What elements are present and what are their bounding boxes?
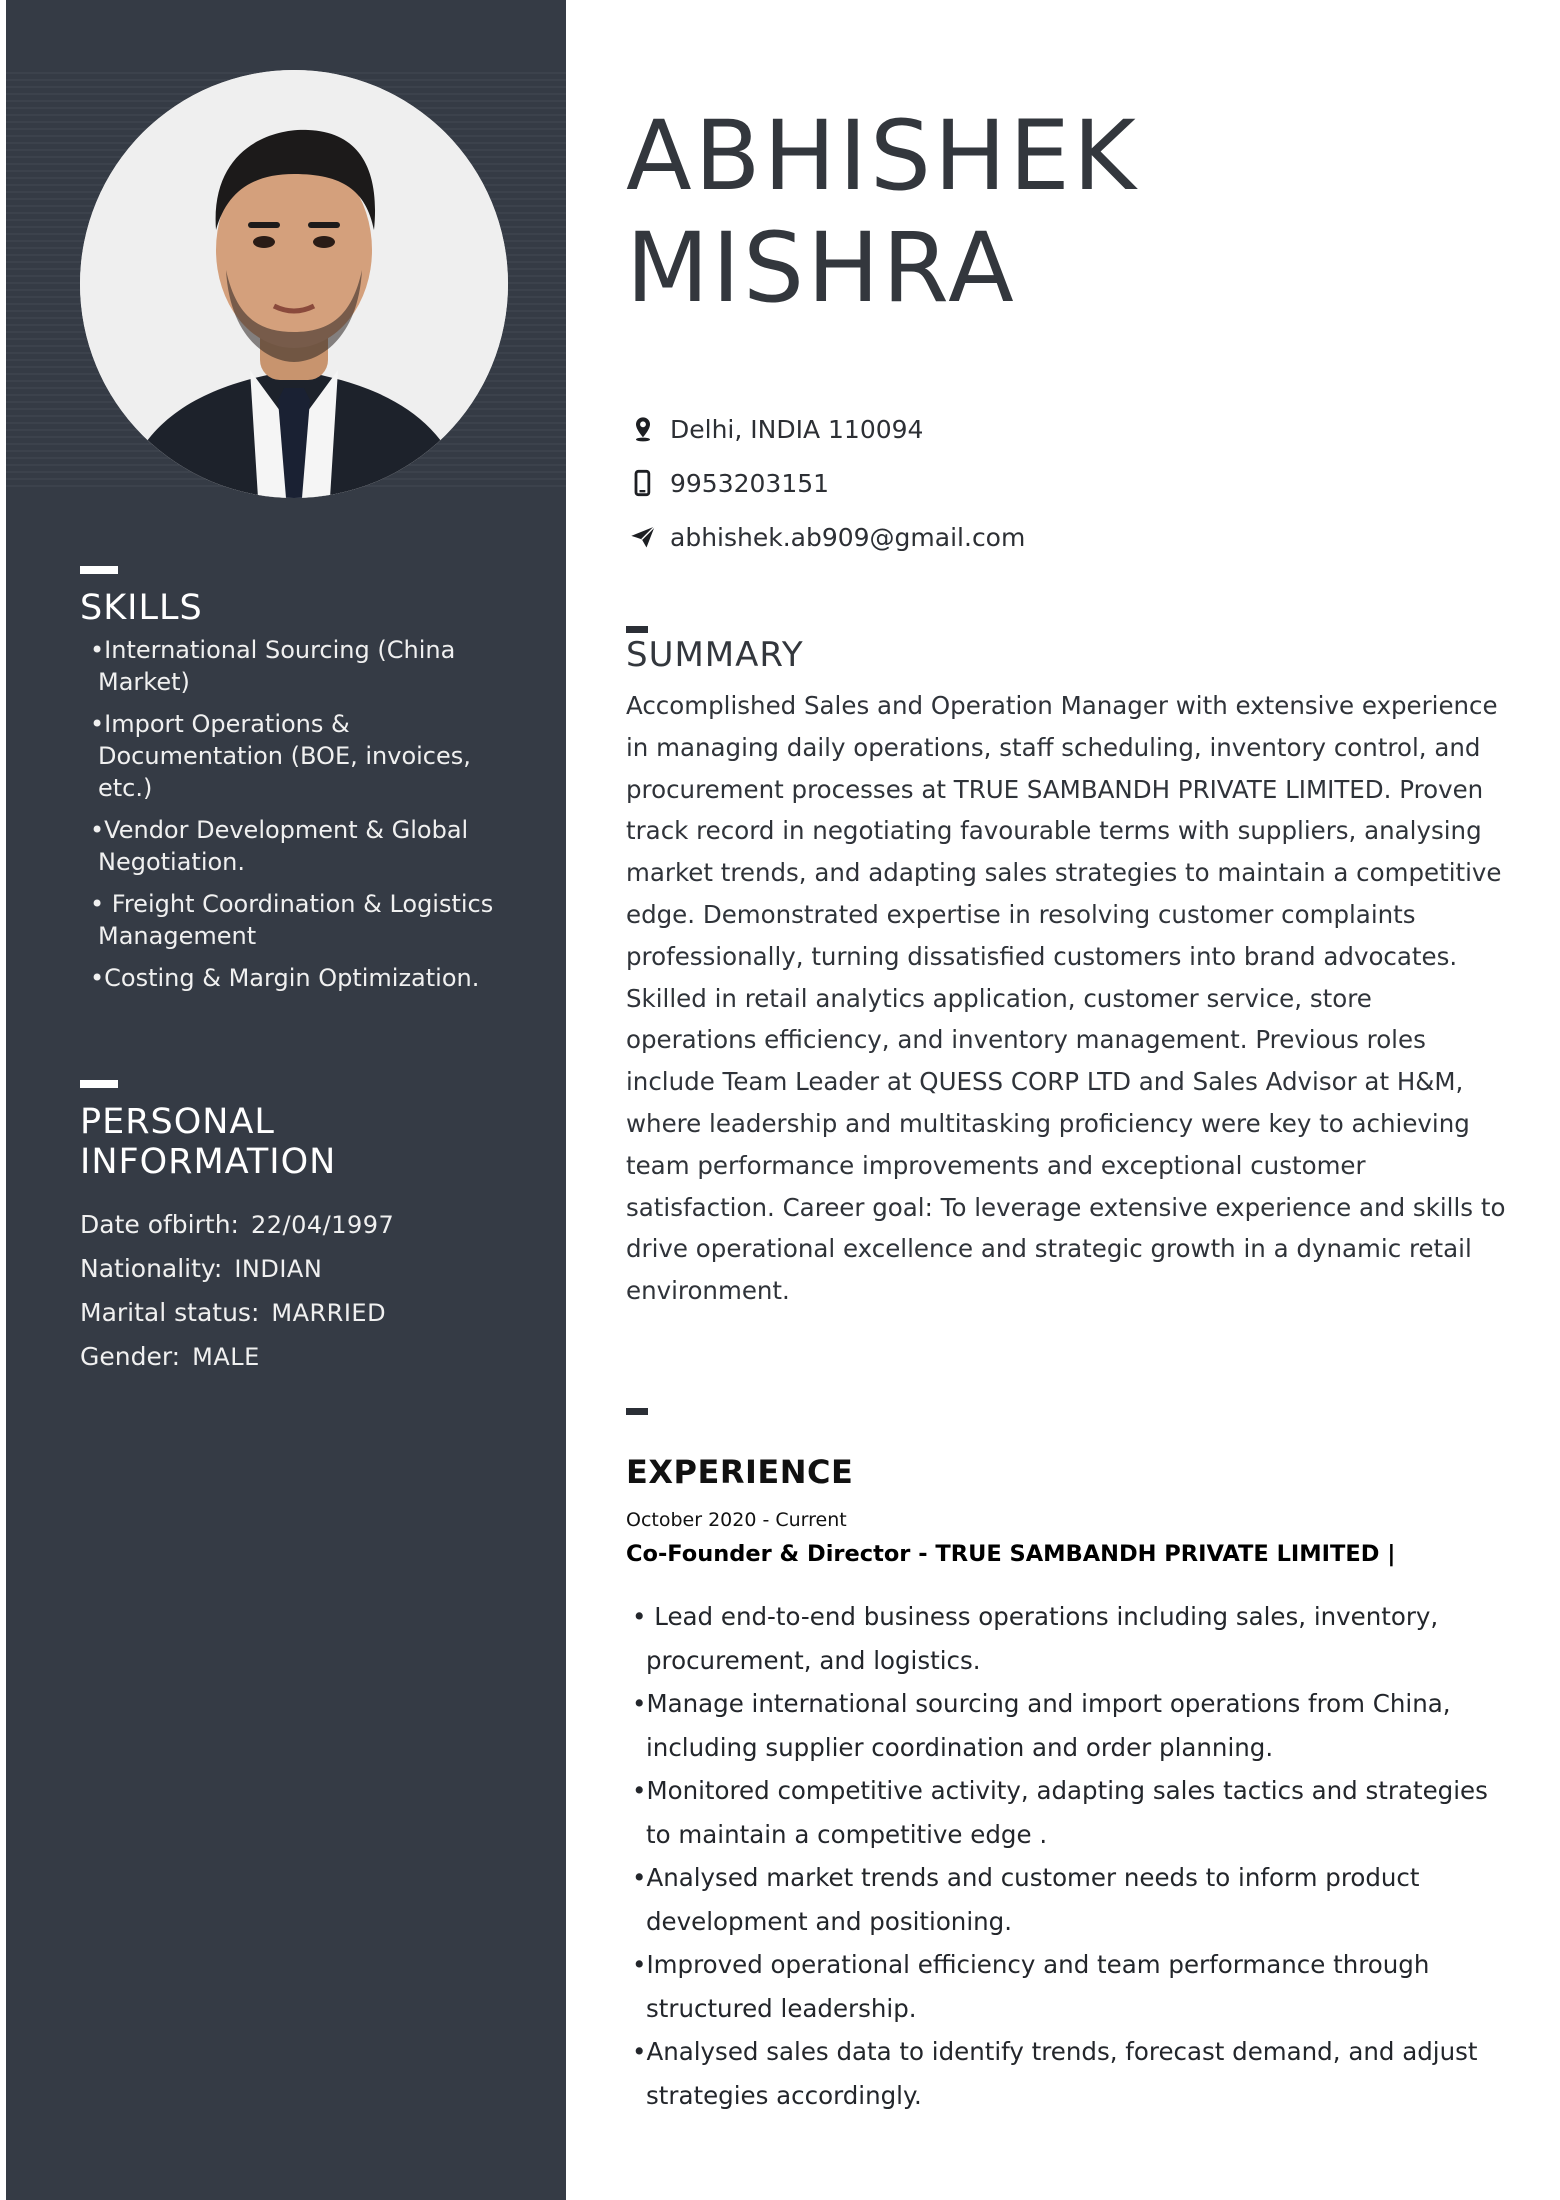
paper-plane-icon	[628, 522, 658, 552]
skill-item: •Import Operations & Documentation (BOE, invoices, etc.)	[90, 710, 471, 803]
experience-bullet: •Monitored competitive activity, adapting sales tactics and strategies to maintain a competitive edge .	[632, 1776, 1488, 1849]
experience-bullets	[626, 1595, 1516, 2117]
nationality-label: Nationality:	[80, 1253, 223, 1283]
dob-value: 22/04/1997	[250, 1210, 395, 1239]
skill-item: •Costing & Margin Optimization.	[90, 964, 480, 993]
summary-title: SUMMARY	[626, 635, 804, 675]
marital-row	[80, 1291, 510, 1335]
gender-row	[80, 1335, 510, 1379]
personal-info-title	[80, 1102, 510, 1183]
contact-block	[628, 402, 1025, 564]
experience-bullet: • Lead end-to-end business operations including sales, inventory, procurement, and logistics.	[632, 1602, 1439, 1675]
experience-role: Co-Founder & Director - TRUE SAMBANDH PRIVATE LIMITED |	[626, 1541, 1396, 1567]
summary-section	[626, 626, 1506, 1312]
experience-divider	[626, 1408, 648, 1415]
skills-divider	[80, 566, 118, 574]
main-content	[566, 0, 1560, 2200]
phone-text: 9953203151	[670, 468, 830, 498]
experience-date: October 2020 - Current	[626, 1509, 847, 1531]
location-row	[628, 402, 1025, 456]
personal-info-title-line1: PERSONAL	[80, 1102, 275, 1142]
nationality-value: INDIAN	[234, 1254, 323, 1283]
first-name: ABHISHEK	[626, 100, 1139, 212]
email-link[interactable]: abhishek.ab909@gmail.com	[670, 522, 1026, 552]
location-pin-icon	[628, 414, 658, 444]
personal-info-section	[80, 1080, 510, 1379]
gender-value: MALE	[192, 1342, 260, 1371]
dob-label: Date ofbirth:	[80, 1209, 239, 1239]
experience-section	[626, 1408, 1516, 2117]
summary-divider	[626, 626, 648, 633]
skill-item: •Vendor Development & Global Negotiation.	[90, 816, 469, 877]
personal-info-divider	[80, 1080, 118, 1088]
marital-value: MARRIED	[271, 1298, 387, 1327]
nationality-row	[80, 1247, 510, 1291]
full-name	[626, 100, 1139, 324]
skills-section	[80, 566, 510, 1004]
summary-text: Accomplished Sales and Operation Manager with extensive experience in managing daily operations, staff scheduling, inventory control, and procurement processes at TRUE SAMBANDH PRIVATE LIMITED. Proven track record in negotiating favourable terms with suppliers, analysing market trends, and adapting sales strategies to maintain a competitive edge. Demonstrated expertise in resolving customer complaints professionally, turning dissatisfied customers into brand advocates. Skilled in retail analytics application, customer service, store operations efficiency, and inventory management. Previous roles include Team Leader at QUESS CORP LTD and Sales Advisor at H&M, where leadership and multitasking proficiency were key to achieving team performance improvements and exceptional customer satisfaction. Career goal: To leverage extensive experience and skills to drive operational excellence and strategic growth in a dynamic retail environment.	[626, 691, 1506, 1306]
dob-row	[80, 1203, 510, 1247]
experience-title: EXPERIENCE	[626, 1453, 854, 1491]
personal-info-rows	[80, 1203, 510, 1379]
experience-bullet: •Improved operational efficiency and team performance through structured leadership.	[632, 1950, 1430, 2023]
sidebar	[6, 0, 566, 2200]
phone-row	[628, 456, 1025, 510]
skill-item: •International Sourcing (China Market)	[90, 636, 456, 697]
skill-item: • Freight Coordination & Logistics Management	[90, 890, 494, 951]
gender-label: Gender:	[80, 1341, 181, 1371]
experience-bullet: •Analysed market trends and customer needs to inform product development and positioning.	[632, 1863, 1420, 1936]
experience-bullet: •Analysed sales data to identify trends, forecast demand, and adjust strategies accordingly.	[632, 2037, 1478, 2110]
marital-label: Marital status:	[80, 1297, 260, 1327]
profile-photo	[80, 70, 508, 498]
experience-bullet: •Manage international sourcing and import operations from China, including supplier coordination and order planning.	[632, 1689, 1451, 1762]
email-row[interactable]	[628, 510, 1025, 564]
skills-title: SKILLS	[80, 588, 203, 628]
skills-list	[80, 634, 510, 994]
last-name: MISHRA	[626, 212, 1017, 324]
phone-icon	[628, 468, 658, 498]
personal-info-title-line2: INFORMATION	[80, 1142, 337, 1183]
location-text: Delhi, INDIA 110094	[670, 414, 924, 444]
